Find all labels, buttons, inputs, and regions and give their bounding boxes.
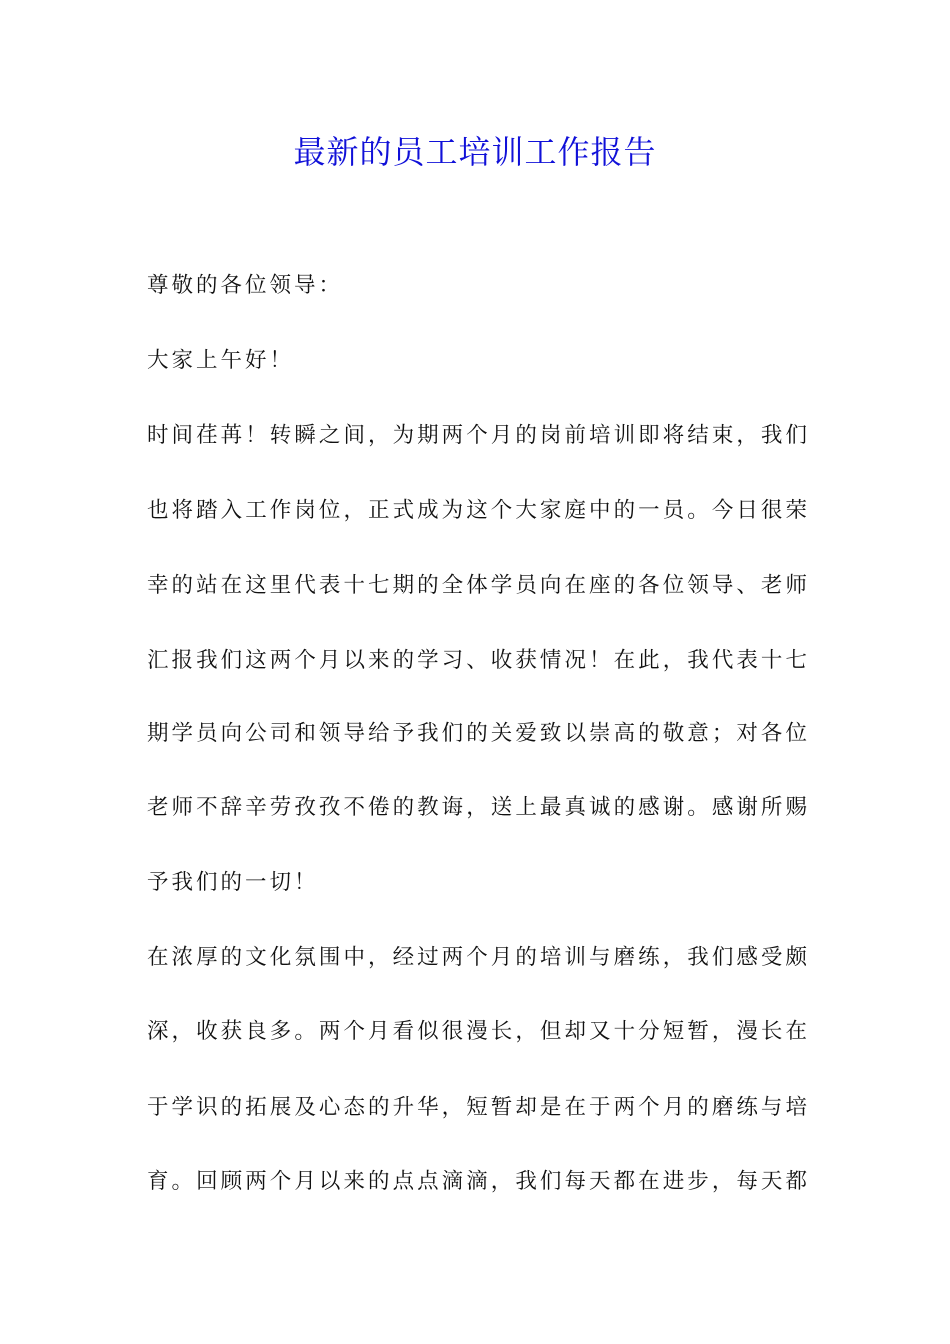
greeting: 大家上午好！: [147, 348, 295, 373]
paragraph1-line-6: 老师不辞辛劳孜孜不倦的教诲，送上最真诚的感谢。感谢所赐: [147, 795, 807, 820]
document-title: 最新的员工培训工作报告: [293, 133, 657, 171]
paragraph1-line-5: 期学员向公司和领导给予我们的关爱致以崇高的敬意；对各位: [147, 721, 807, 746]
paragraph1-line-1: 时间荏苒！转瞬之间，为期两个月的岗前培训即将结束，我们: [147, 423, 807, 448]
paragraph2-line-1: 在浓厚的文化氛围中，经过两个月的培训与磨练，我们感受颇: [147, 945, 807, 970]
paragraph1-line-4: 汇报我们这两个月以来的学习、收获情况！在此，我代表十七: [147, 648, 807, 673]
paragraph2-line-3: 于学识的拓展及心态的升华，短暂却是在于两个月的磨练与培: [147, 1095, 807, 1120]
paragraph2-line-2: 深，收获良多。两个月看似很漫长，但却又十分短暂，漫长在: [147, 1019, 807, 1044]
salutation: 尊敬的各位领导：: [147, 273, 344, 298]
paragraph1-line-3: 幸的站在这里代表十七期的全体学员向在座的各位领导、老师: [147, 573, 807, 598]
paragraph1-line-2: 也将踏入工作岗位，正式成为这个大家庭中的一员。今日很荣: [147, 498, 807, 523]
paragraph1-line-7: 予我们的一切！: [147, 870, 319, 895]
paragraph2-line-4: 育。回顾两个月以来的点点滴滴，我们每天都在进步，每天都: [147, 1169, 807, 1194]
